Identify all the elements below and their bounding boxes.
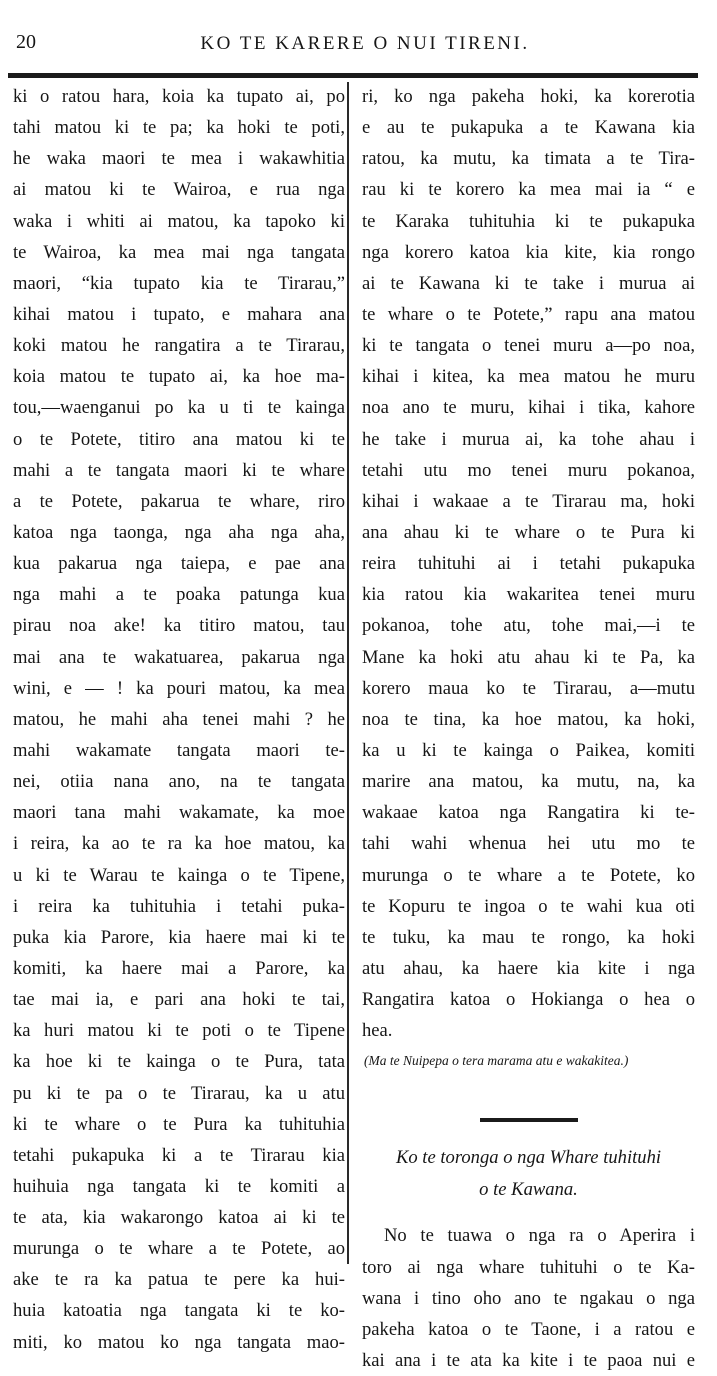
right-column [362,81,695,1376]
text-line: he waka maori te mea i wakawhitia [13,148,345,170]
text-line: Mane ka hoki atu ahau ki te Pa, ka [362,646,695,668]
text-line: te tuku, ka mau te rongo, ka hoki [362,926,695,948]
text-line: tetahi pukapuka ki a te Tirarau kia [13,1144,345,1166]
text-line: ake te ra ka patua te pere ka hui- [13,1269,345,1291]
text-line: pokanoa, tohe atu, tohe mai,—i te [362,615,695,637]
text-line: tahi matou ki te pa; ka hoki te poti, [13,117,345,139]
text-line: tahi wahi whenua hei utu mo te [362,833,695,855]
text-line: o te Potete, titiro ana matou ki te [13,428,345,450]
text-line: ka u ki te kainga o Paikea, komiti [362,739,695,761]
text-line: pu ki te pa o te Tirarau, ka u atu [13,1082,345,1104]
text-line: katoa nga taonga, nga aha nga aha, [13,521,345,543]
text-line: mahi wakamate tangata maori te- [13,739,345,761]
text-line: pakeha katoa o te Taone, i a ratou e [362,1318,695,1340]
text-line: ki te whare o te Pura ka tuhituhia [13,1113,345,1135]
text-line: huia katoatia nga tangata ki te ko- [13,1300,345,1322]
text-line: mahi a te tangata maori ki te whare [13,459,345,481]
text-line: huihuia nga tangata ki te komiti a [13,1175,345,1197]
text-line: reira tuhituhi ai i tetahi pukapuka [362,553,695,575]
header-rule [8,73,698,78]
text-line: No te tuawa o nga ra o Aperira i [384,1225,695,1247]
text-line: pirau noa ake! ka titiro matou, tau [13,615,345,637]
text-line: komiti, ka haere mai a Parore, ka [13,957,345,979]
text-line: wana i tino oho ano te ngakau o nga [362,1287,695,1309]
text-line: puka kia Parore, kia haere mai ki te [13,926,345,948]
text-line: te Karaka tuhituhia ki te pukapuka [362,210,695,232]
text-line: nga korero katoa kia kite, kia rongo [362,241,695,263]
page-number: 20 [16,31,36,53]
text-line: ri, ko nga pakeha hoki, ka korerotia [362,86,695,107]
text-line: ai te Kawana ki te take i murua ai [362,272,695,294]
text-line: korero maua ko te Tirarau, a—mutu [362,677,695,699]
left-column [13,81,345,1358]
text-line: koki matou he rangatira a te Tirarau, [13,335,345,357]
text-line: noa te tina, ka hoe matou, ka hoki, [362,708,695,730]
text-line: ki te tangata o tenei muru a—po noa, [362,335,695,357]
text-line: matou, he mahi aha tenei mahi ? he [13,708,345,730]
text-line: marire ana matou, ka mutu, na, ka [362,771,695,793]
text-line: murunga o te whare a te Potete, ko [362,864,695,886]
text-line: waka i whiti ai matou, ka tapoko ki [13,210,345,232]
text-line: kua pakarua nga taiepa, e pae ana [13,553,345,575]
text-line: tae mai ia, e pari ana hoki te tai, [13,989,345,1011]
text-line: kihai i kitea, ka mea matou he muru [362,366,695,388]
text-line: nga mahi a te poaka patunga kua [13,584,345,606]
text-line: he take i murua ai, ka tohe ahau i [362,428,695,450]
text-line: toro ai nga whare tuhituhi o te Ka- [362,1256,695,1278]
text-line: rau ki te korero ka mea mai ia “ e [362,179,695,201]
text-line: i reira, ka ao te ra ka hoe matou, ka [13,833,345,855]
text-line: ka huri matou ki te poti o te Tipene [13,1020,345,1042]
text-line: te ata, kia wakarongo katoa ai ki te [13,1207,345,1229]
text-line: i reira ka tuhituhia i tetahi puka- [13,895,345,917]
text-line: ana ahau ki te whare o te Pura ki [362,521,695,543]
text-line: koia matou te tupato ai, ka hoe ma- [13,366,345,388]
text-line: atu ahau, ka haere kia kite i nga [362,957,695,979]
text-line: murunga o te whare a te Potete, ao [13,1238,345,1260]
text-line: kia ratou kia wakaritea tenei muru [362,584,695,606]
text-line: te Wairoa, ka mea mai nga tangata [13,241,345,263]
section-body [362,1220,695,1376]
text-line: kai ana i te ata ka kite i te paoa nui e [362,1349,695,1371]
section-heading-line: o te Kawana. [479,1179,578,1201]
continuation-note: (Ma te Nuipepa o tera marama atu e wakakitea.) [364,1053,629,1069]
text-line: ai matou ki te Wairoa, e rua nga [13,179,345,201]
text-line: tetahi utu mo tenei muru pokanoa, [362,459,695,481]
text-line: nei, otiia nana ano, na te tangata [13,771,345,793]
text-line: Rangatira katoa o Hokianga o hea o [362,989,695,1011]
text-line: mai ana te wakatuarea, pakarua nga [13,646,345,668]
text-line: a te Potete, pakarua te whare, riro [13,490,345,512]
section-heading [362,1142,695,1206]
text-line: te whare o te Potete,” rapu ana matou [362,303,695,325]
text-line: kihai matou i tupato, e mahara ana [13,303,345,325]
text-line: ki o ratou hara, koia ka tupato ai, po [13,86,345,107]
text-line: maori tana mahi wakamate, ka moe [13,802,345,824]
text-line: miti, ko matou ko nga tangata mao- [13,1331,345,1353]
text-line: tou,—waenganui po ka u ti te kainga [13,397,345,419]
section-divider [480,1118,578,1122]
text-line: e au te pukapuka a te Kawana kia [362,117,695,139]
text-line: te Kopuru te ingoa o te wahi kua oti [362,895,695,917]
running-title: KO TE KARERE O NUI TIRENI. [200,33,530,54]
section-heading-line: Ko te toronga o nga Whare tuhituhi [395,1147,662,1169]
column-divider [347,82,349,1264]
text-line: ka hoe ki te kainga o te Pura, tata [13,1051,345,1073]
text-line: wini, e — ! ka pouri matou, ka mea [13,677,345,699]
text-line: noa ano te muru, kihai i tika, kahore [362,397,695,419]
text-line: kihai i wakaae a te Tirarau ma, hoki [362,490,695,512]
text-line: hea. [362,1020,393,1042]
text-line: u ki te Warau te kainga o te Tipene, [13,864,345,886]
text-line: ratou, ka mutu, ka timata a te Tira- [362,148,695,170]
text-line: wakaae katoa nga Rangatira ki te- [362,802,695,824]
text-line: maori, “kia tupato kia te Tirarau,” [13,272,345,294]
